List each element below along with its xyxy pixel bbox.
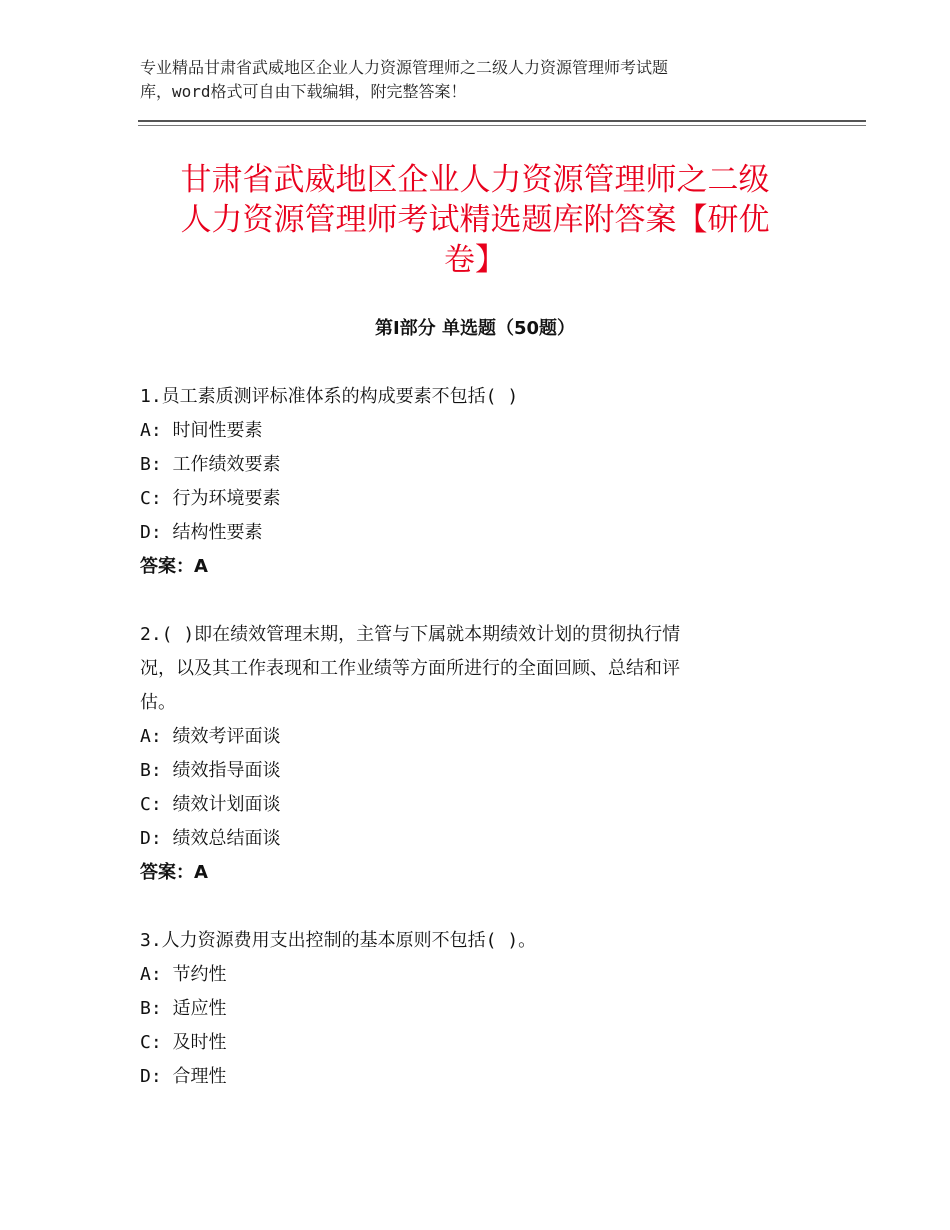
option-a: A: 时间性要素 xyxy=(140,420,263,441)
answer-label: 答案：A xyxy=(140,862,208,883)
question-stem: 况，以及其工作表现和工作业绩等方面所进行的全面回顾、总结和评 xyxy=(140,658,680,679)
header-rule-thick xyxy=(138,120,866,122)
question-2 xyxy=(140,618,810,890)
option-c: C: 绩效计划面谈 xyxy=(140,794,281,815)
question-stem: 1.员工素质测评标准体系的构成要素不包括( ) xyxy=(140,386,519,407)
option-b: B: 工作绩效要素 xyxy=(140,454,281,475)
option-a: A: 节约性 xyxy=(140,964,227,985)
header-note xyxy=(140,56,800,104)
document-title-line: 卷】 xyxy=(444,242,506,278)
question-list xyxy=(140,380,810,1128)
document-title-line: 甘肃省武威地区企业人力资源管理师之二级 xyxy=(180,162,770,198)
header-rule-thin xyxy=(138,125,866,126)
header-note-line: 库，word格式可自由下载编辑，附完整答案！ xyxy=(140,82,467,101)
question-stem: 3.人力资源费用支出控制的基本原则不包括( )。 xyxy=(140,930,537,951)
option-d: D: 结构性要素 xyxy=(140,522,263,543)
option-c: C: 行为环境要素 xyxy=(140,488,281,509)
question-3 xyxy=(140,924,810,1094)
option-d: D: 绩效总结面谈 xyxy=(140,828,281,849)
header-note-line: 专业精品甘肃省武威地区企业人力资源管理师之二级人力资源管理师考试题 xyxy=(140,58,669,77)
answer-label: 答案：A xyxy=(140,556,208,577)
section-title: 第Ⅰ部分 单选题（50题） xyxy=(374,318,575,339)
option-d: D: 合理性 xyxy=(140,1066,227,1087)
question-stem: 估。 xyxy=(140,692,176,713)
document-title xyxy=(140,160,810,280)
document-title-line: 人力资源管理师考试精选题库附答案【研优 xyxy=(180,202,770,238)
option-a: A: 绩效考评面谈 xyxy=(140,726,281,747)
option-c: C: 及时性 xyxy=(140,1032,227,1053)
option-b: B: 绩效指导面谈 xyxy=(140,760,281,781)
question-1 xyxy=(140,380,810,584)
option-b: B: 适应性 xyxy=(140,998,227,1019)
question-stem: 2.( )即在绩效管理末期，主管与下属就本期绩效计划的贯彻执行情 xyxy=(140,624,681,645)
